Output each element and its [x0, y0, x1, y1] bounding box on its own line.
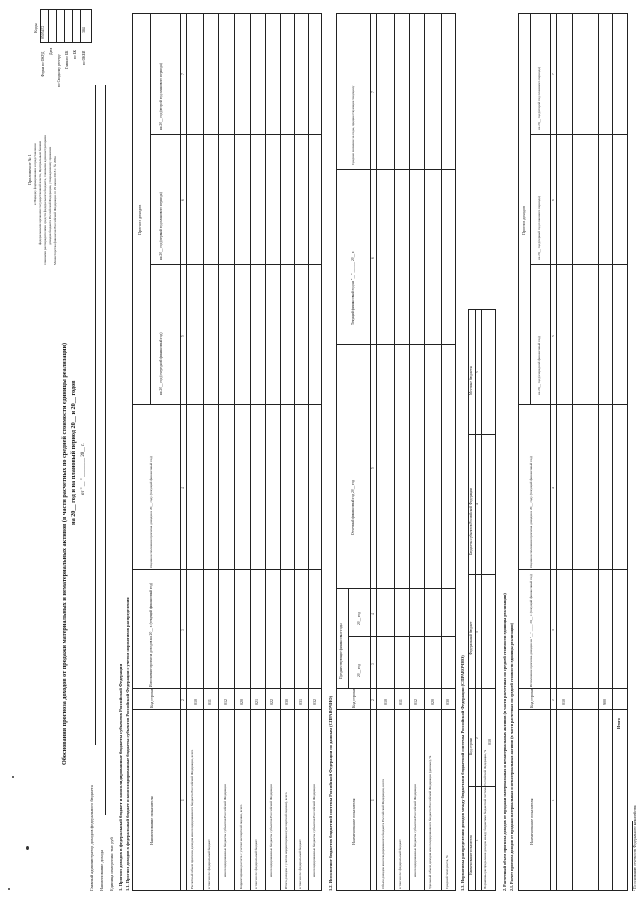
t11-colnum: 6	[181, 199, 185, 201]
t11-colnum: 5	[181, 335, 185, 337]
t21-colnum: 4	[551, 487, 555, 489]
t21-header-y1: на 20__ год (очередной финансовый год)	[537, 336, 541, 395]
t13-header-code: Код строки	[469, 737, 473, 755]
table-row-code: 031	[298, 699, 303, 705]
t11-header-exec: Исполнение прогноза доходов на 20__ г. (текущий финансовый год)	[149, 582, 153, 687]
table-row-code: 010	[561, 699, 566, 705]
appendix-line: к Порядку формирования и представления	[33, 143, 37, 205]
t12-header-avg: Среднее значение за годы, предшествующие текущему	[351, 85, 355, 165]
codes-label: по БК	[73, 49, 77, 59]
table-row-code: 011	[398, 699, 403, 705]
document-title-period: на 20__ год и на плановый период 20__ и 20__ годов	[70, 380, 77, 525]
t11-header-code: Код строки	[149, 688, 154, 708]
codes-label: по ОКЕИ	[82, 50, 86, 65]
codes-label: по Сводному реестру	[57, 54, 61, 87]
t11-colnum: 7	[181, 73, 185, 75]
table-row-name: консолидированные бюджеты субъектов Российской Федерации	[223, 784, 227, 877]
section1-subtitle: 1.1. Прогноз доходов в федеральный бюджет и консолидированные бюджеты субъектов Российской Федерации с учетом нормативов распределения	[125, 597, 130, 891]
t12-header-y1: 20__ год	[357, 664, 361, 677]
appendix-line: главными распорядителями средств федерального бюджета, главными администраторами	[43, 134, 47, 265]
table-row-code: 021	[254, 699, 259, 705]
table-row-code: 012	[413, 699, 418, 705]
table-row-code: 012	[223, 699, 228, 705]
table-1-3	[468, 309, 496, 891]
codes-label: Глава по БК	[65, 50, 69, 69]
t21-colnum: 3	[551, 629, 555, 631]
table-row-code: 020	[239, 699, 244, 705]
field-unit: Единица измерения: тыс руб	[109, 837, 114, 891]
table-row-name: в том числе: федеральный бюджет	[207, 839, 211, 889]
t11-colnum: 1	[181, 799, 185, 801]
scan-speck	[12, 776, 14, 778]
section1-title: 1. Прогноз доходов в федеральный бюджет и консолидированные бюджеты субъектов Российской Федерации	[118, 663, 123, 891]
codes-value: 384	[82, 27, 86, 33]
t21-colnum: 6	[551, 199, 555, 201]
table-row-name: в том числе: федеральный бюджет	[254, 839, 258, 889]
table-row-name: в том числе: федеральный бюджет	[398, 839, 402, 889]
t11-header-y1: на 20__ год (очередной финансовый год)	[159, 332, 163, 395]
codes-header: Коды	[33, 23, 38, 33]
t21-header-group: Прогноз доходов	[521, 206, 526, 235]
footnote: ¹ По основанию отчетности Федерального казначейства	[633, 805, 637, 891]
table-row-code: 030	[445, 699, 450, 705]
table-row-code: 032	[312, 699, 317, 705]
field-income-name: Наименование дохода	[99, 849, 104, 891]
t12-header-current: Текущий финансовый год на "__" ______ 20__ г.	[351, 250, 355, 325]
t11-header-group: Прогноз доходов	[137, 204, 142, 235]
t21-colnum: 5	[551, 335, 555, 337]
t12-header-code: Код строки	[351, 688, 356, 708]
table-row-code: 030	[284, 699, 289, 705]
scan-speck	[26, 846, 29, 850]
t12-colnum: 6	[371, 257, 375, 259]
t11-colnum: 4	[181, 487, 185, 489]
section13-title: 1.3. Нормативы распределения доходов между бюджетами бюджетной системы Российской Федерации (СПРАВОЧНО)	[460, 655, 465, 891]
t21-header-exec: Исполнение прогноза доходов на "__" ____ 20__ г. (текущий финансовый год)	[529, 574, 533, 687]
t21-colnum: 2	[551, 699, 555, 701]
t12-colnum: 1	[371, 799, 375, 801]
table-row-name: в том числе: федеральный бюджет	[298, 839, 302, 889]
section12-title: 1.2. Исполнение бюджетов бюджетной системы Российской Федерации по данным (СПРАВОЧНО)	[328, 695, 333, 891]
t12-colnum: 7	[371, 91, 375, 93]
table-row-code: 022	[269, 699, 274, 705]
t13-colnum: 5	[475, 371, 479, 373]
table-row-code: 020	[430, 699, 435, 705]
appendix-line: доходов бюджета Российской Федерации, утвержденному приказом	[48, 146, 52, 245]
t11-header-y2: на 20__ год (первый год планового периода)	[159, 192, 163, 260]
t13-header-subj: Бюджеты субъектов Российской Федерации	[469, 488, 473, 555]
table-row-name: Расчетный объем прогноза доходов консолидированного бюджета Российской Федерации, всего	[190, 749, 194, 889]
table-row-name: Удельный объем доходов консолидированного бюджета Российской Федерации (данные), %	[428, 755, 432, 889]
t13-header-local: Местные бюджеты	[469, 365, 473, 395]
t21-header-estimate: Оценка исполнения прогноза доходов в 20__ году (текущий финансовый год)	[529, 456, 533, 568]
t11-colnum: 3	[181, 629, 185, 631]
t12-header-y2: 20__ год	[357, 612, 361, 625]
t13-header-fed: Федеральный бюджет	[469, 621, 473, 655]
appendix-line: федеральными органами государственной власти, Центральным банком	[38, 140, 42, 245]
t13-header-name: Наименование показателя	[469, 835, 473, 875]
codes-label: Дата	[49, 47, 53, 55]
document-date: от " __ " ________ 20__ г.	[81, 443, 86, 495]
table-row-code: 011	[207, 699, 212, 705]
t12-colnum: 3	[371, 663, 375, 665]
t21-colnum: 1	[551, 799, 555, 801]
table-row-name: Нормативы распределения доходов между бюджетами бюджетной системы Российской Федерации, %	[483, 749, 487, 889]
t12-colnum: 5	[371, 467, 375, 469]
t12-colnum: 4	[371, 613, 375, 615]
table-row-total: Итого	[616, 718, 621, 729]
t12-colnum: 2	[371, 699, 375, 701]
t21-header-name: Наименование показателя	[529, 798, 534, 845]
t13-colnum: 3	[475, 631, 479, 633]
t13-colnum: 2	[475, 737, 479, 739]
scan-speck	[8, 888, 10, 890]
section2-title: 2. Расчетный объем прогноза доходов от продажи материальных и нематериальных активов (в части расчетных по средней стоимости единицы реализации)	[502, 593, 507, 891]
table-row-name: Объем доходов консолидированного бюджета Российской Федерации, всего	[381, 779, 385, 889]
t12-header-prev: Предшествующие финансовые годы	[339, 623, 343, 679]
table-row-name: Средний темп роста, %	[445, 855, 449, 889]
table-row-name: консолидированные бюджеты субъектов Российской Федерации	[413, 784, 417, 877]
t12-header-name: Наименование показателя	[351, 798, 356, 845]
t11-header-name: Наименование показателя	[149, 796, 154, 845]
t11-header-estimate: Оценка исполнения прогноза доходов в 20__ году (текущий финансовый год)	[149, 456, 153, 568]
section2-subtitle: 2.1. Расчет прогноза доходов от продажи материальных и нематериальных активов (в части расчетных по средней стоимости единицы реализации)	[509, 622, 514, 891]
table-row-code: 900	[602, 699, 607, 705]
table-row-name: Итого доходов с учетом корректировки (экспертной оценки), всего	[284, 792, 288, 889]
t13-colnum: 1	[475, 839, 479, 841]
t21-header-y2: на 20__ год (первый год планового периода)	[537, 196, 541, 260]
t11-header-y3: на 20__ год (второй год планового периода)	[159, 63, 163, 130]
table-row-name: консолидированные бюджеты субъектов Российской Федерации	[312, 784, 316, 877]
t21-header-code: Код строки	[529, 688, 534, 708]
table-row-code: 010	[487, 739, 492, 745]
t13-colnum: 4	[475, 503, 479, 505]
appendix-line: Министерства финансов Российской Федерации от 29 июня 2018 г. № 209н	[53, 156, 57, 265]
t21-colnum: 7	[551, 73, 555, 75]
codes-label: Форма по ОКУД	[41, 51, 45, 77]
field-administrator: Главный администратор доходов федерального бюджета	[89, 785, 94, 891]
table-row-code: 010	[193, 699, 198, 705]
table-row-name: консолидированные бюджеты субъектов Российской Федерации	[269, 784, 273, 877]
document-title: Обоснования прогноза доходов от продажи материальных и нематериальных активов (в части расчетных по средней стоимости единицы реализации)	[61, 342, 68, 765]
t12-header-report: Отчетный финансовый год 20__ год	[351, 479, 355, 535]
codes-value: 0505472	[41, 25, 45, 39]
t11-colnum: 2	[181, 699, 185, 701]
table-row-name: Корректировка расчета с учетом экспертной оценки, всего	[239, 804, 243, 889]
table-row-code: 010	[383, 699, 388, 705]
t21-header-y3: на 20__ год (второй год планового периода)	[537, 66, 541, 130]
appendix-title: Приложение № 1	[27, 154, 32, 185]
